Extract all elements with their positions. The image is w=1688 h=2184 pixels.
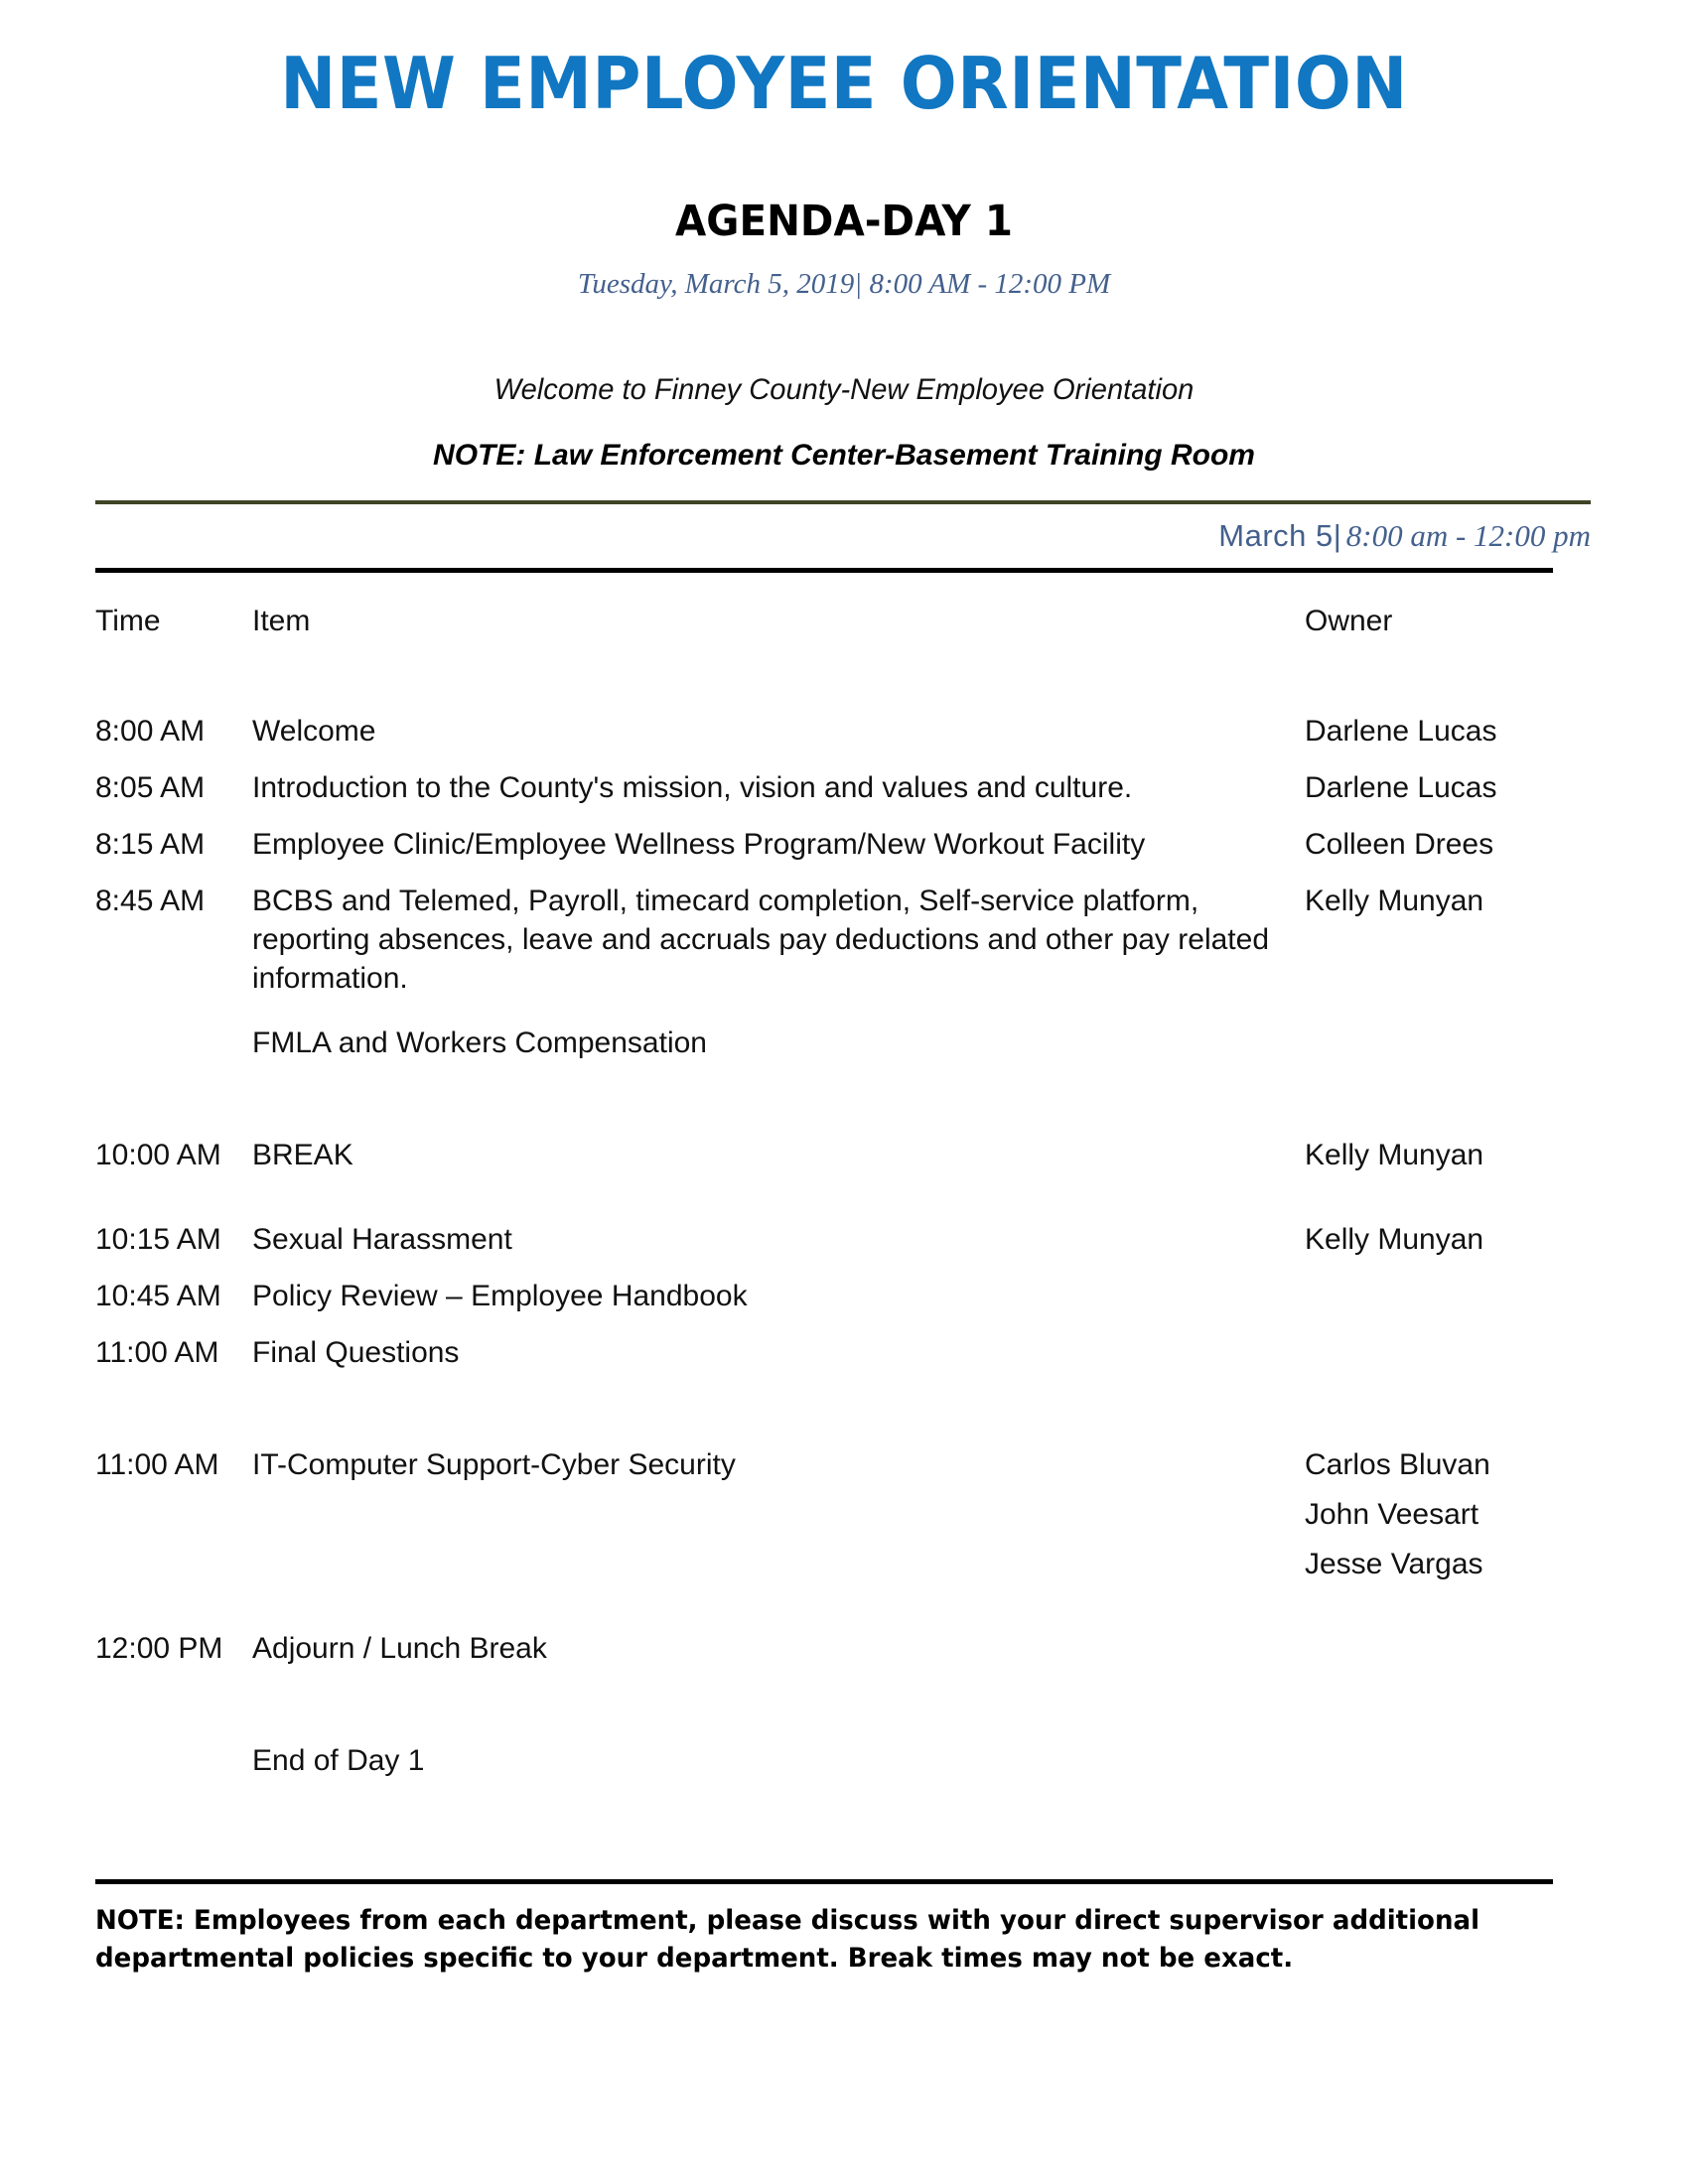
row-time: 10:00 AM (95, 1139, 221, 1171)
welcome-line: Welcome to Finney County-New Employee Orientation (493, 373, 1195, 406)
page-title: NEW EMPLOYEE ORIENTATION (280, 42, 1408, 125)
row-item: Adjourn / Lunch Break (252, 1632, 547, 1665)
table-row (95, 1333, 1553, 1372)
row-owner: Darlene Lucas (1305, 771, 1497, 804)
column-header-item: Item (252, 605, 311, 637)
row-time: 11:00 AM (95, 1336, 219, 1369)
row-item: End of Day 1 (252, 1744, 425, 1777)
row-owner-block (1305, 1445, 1553, 1583)
table-row (95, 1220, 1553, 1259)
row-owner (1305, 1277, 1553, 1315)
divider-olive (95, 500, 1591, 504)
footer-note (95, 1902, 1502, 1979)
table-row (95, 1277, 1553, 1315)
row-time: 12:00 PM (95, 1632, 223, 1665)
row-owner: Darlene Lucas (1305, 715, 1497, 748)
row-item: Employee Clinic/Employee Wellness Program/New Workout Facility (252, 828, 1146, 861)
row-owner: Kelly Munyan (1305, 1223, 1484, 1256)
row-time: 8:00 AM (95, 715, 206, 748)
spacer (95, 751, 1553, 768)
table-row (95, 1629, 1553, 1668)
row-time (95, 1741, 252, 1780)
spacer (95, 1372, 1553, 1445)
spacer (95, 638, 1553, 712)
table-row (95, 1741, 1553, 1780)
row-owner-extra-1: John Veesart (1305, 1498, 1479, 1531)
row-item: BCBS and Telemed, Payroll, timecard completion, Self-service platform, reporting absences, leave and accruals pay deductions and other pay related information. (252, 885, 1269, 995)
row-owner: Kelly Munyan (1305, 885, 1484, 917)
agenda-date-line: Tuesday, March 5, 2019| 8:00 AM - 12:00 PM (577, 268, 1111, 300)
row-owner: Colleen Drees (1305, 828, 1494, 861)
spacer (95, 1583, 1553, 1629)
row-time: 10:15 AM (95, 1223, 221, 1256)
row-item: Policy Review – Employee Handbook (252, 1280, 748, 1312)
row-item-extra: FMLA and Workers Compensation (252, 1026, 707, 1059)
row-owner: Carlos Bluvan (1305, 1448, 1490, 1481)
row-owner: Kelly Munyan (1305, 1139, 1484, 1171)
spacer (95, 1062, 1553, 1136)
table-row (95, 1445, 1553, 1583)
location-note: NOTE: Law Enforcement Center-Basement Training Room (433, 439, 1255, 472)
row-item: IT-Computer Support-Cyber Security (252, 1448, 736, 1481)
row-owner (1305, 1333, 1553, 1372)
row-time: 11:00 AM (95, 1448, 219, 1481)
footer-block (95, 1879, 1553, 1979)
spacer (95, 1668, 1553, 1741)
divider-footer (95, 1879, 1553, 1884)
spacer (95, 1259, 1553, 1277)
row-time: 10:45 AM (95, 1280, 221, 1312)
section-time-range: 8:00 am - 12:00 pm (1345, 518, 1591, 553)
table-header-row (95, 573, 1553, 638)
table-row (95, 882, 1553, 1062)
row-item: Final Questions (252, 1336, 460, 1369)
spacer (95, 807, 1553, 825)
row-time: 8:05 AM (95, 771, 206, 804)
agenda-table (95, 573, 1553, 1780)
table-row (95, 712, 1553, 751)
section-date-header (95, 518, 1591, 554)
column-header-time: Time (95, 605, 161, 637)
footer-note-line-2: departmental policies specific to your department. Break times may not be exact. (95, 1943, 1294, 1975)
row-owner-extra-2: Jesse Vargas (1305, 1548, 1483, 1580)
spacer (95, 864, 1553, 882)
row-time: 8:15 AM (95, 828, 206, 861)
agenda-day-title: AGENDA-DAY 1 (675, 197, 1013, 246)
row-item: Sexual Harassment (252, 1223, 512, 1256)
section-day-label: March 5| (1218, 518, 1342, 553)
row-item: BREAK (252, 1139, 353, 1171)
row-item-block (252, 882, 1305, 1062)
table-row (95, 1136, 1553, 1174)
row-owner (1305, 1629, 1553, 1668)
row-owner (1305, 1741, 1553, 1780)
footer-note-line-1: NOTE: Employees from each department, please discuss with your direct supervisor additional (95, 1905, 1480, 1936)
row-time: 8:45 AM (95, 885, 206, 917)
row-item: Introduction to the County's mission, vision and values and culture. (252, 771, 1133, 804)
spacer (95, 1174, 1553, 1220)
table-row (95, 768, 1553, 807)
row-item: Welcome (252, 715, 376, 748)
table-row (95, 825, 1553, 864)
column-header-owner: Owner (1305, 605, 1393, 637)
spacer (95, 1315, 1553, 1333)
